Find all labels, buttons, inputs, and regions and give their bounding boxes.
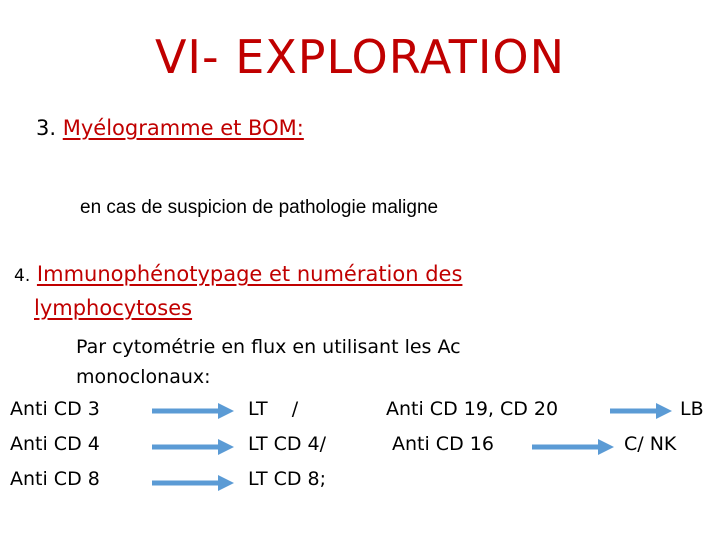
row-2-target-right: C/ NK [624, 433, 677, 455]
row-3-antibody: Anti CD 8 [10, 468, 100, 490]
row-3-target: LT CD 8; [248, 468, 327, 490]
section-3-heading [36, 116, 304, 140]
row-1-antibody: Anti CD 3 [10, 398, 100, 420]
row-2-antibody-right: Anti CD 16 [392, 433, 494, 455]
row-1-target: LT / [248, 398, 299, 420]
section-4-heading [14, 262, 462, 286]
section-3-title: Myélogramme et BOM: [62, 116, 304, 140]
section-3-text: en cas de suspicion de pathologie maligne [80, 197, 439, 218]
arrow-icon [530, 436, 616, 458]
arrow-icon [150, 400, 236, 422]
section-4-title-line2: lymphocytoses [34, 296, 193, 320]
row-1-antibody-right: Anti CD 19, CD 20 [386, 398, 559, 420]
arrow-icon [608, 400, 674, 422]
section-4-number: 4. [14, 266, 31, 286]
arrow-icon [150, 472, 236, 494]
page-title: VI- EXPLORATION [154, 30, 566, 84]
row-1-target-right: LB [680, 398, 704, 420]
intro-line-1: Par cytométrie en flux en utilisant les Ac [76, 336, 461, 358]
row-2-antibody: Anti CD 4 [10, 433, 100, 455]
row-2-target: LT CD 4/ [248, 433, 327, 455]
arrow-icon [150, 436, 236, 458]
section-3-number: 3. [36, 116, 57, 140]
intro-line-2: monoclonaux: [76, 366, 211, 388]
section-4-heading-line2 [34, 296, 192, 320]
section-4-title-line1: Immunophénotypage et numération des [36, 262, 463, 286]
